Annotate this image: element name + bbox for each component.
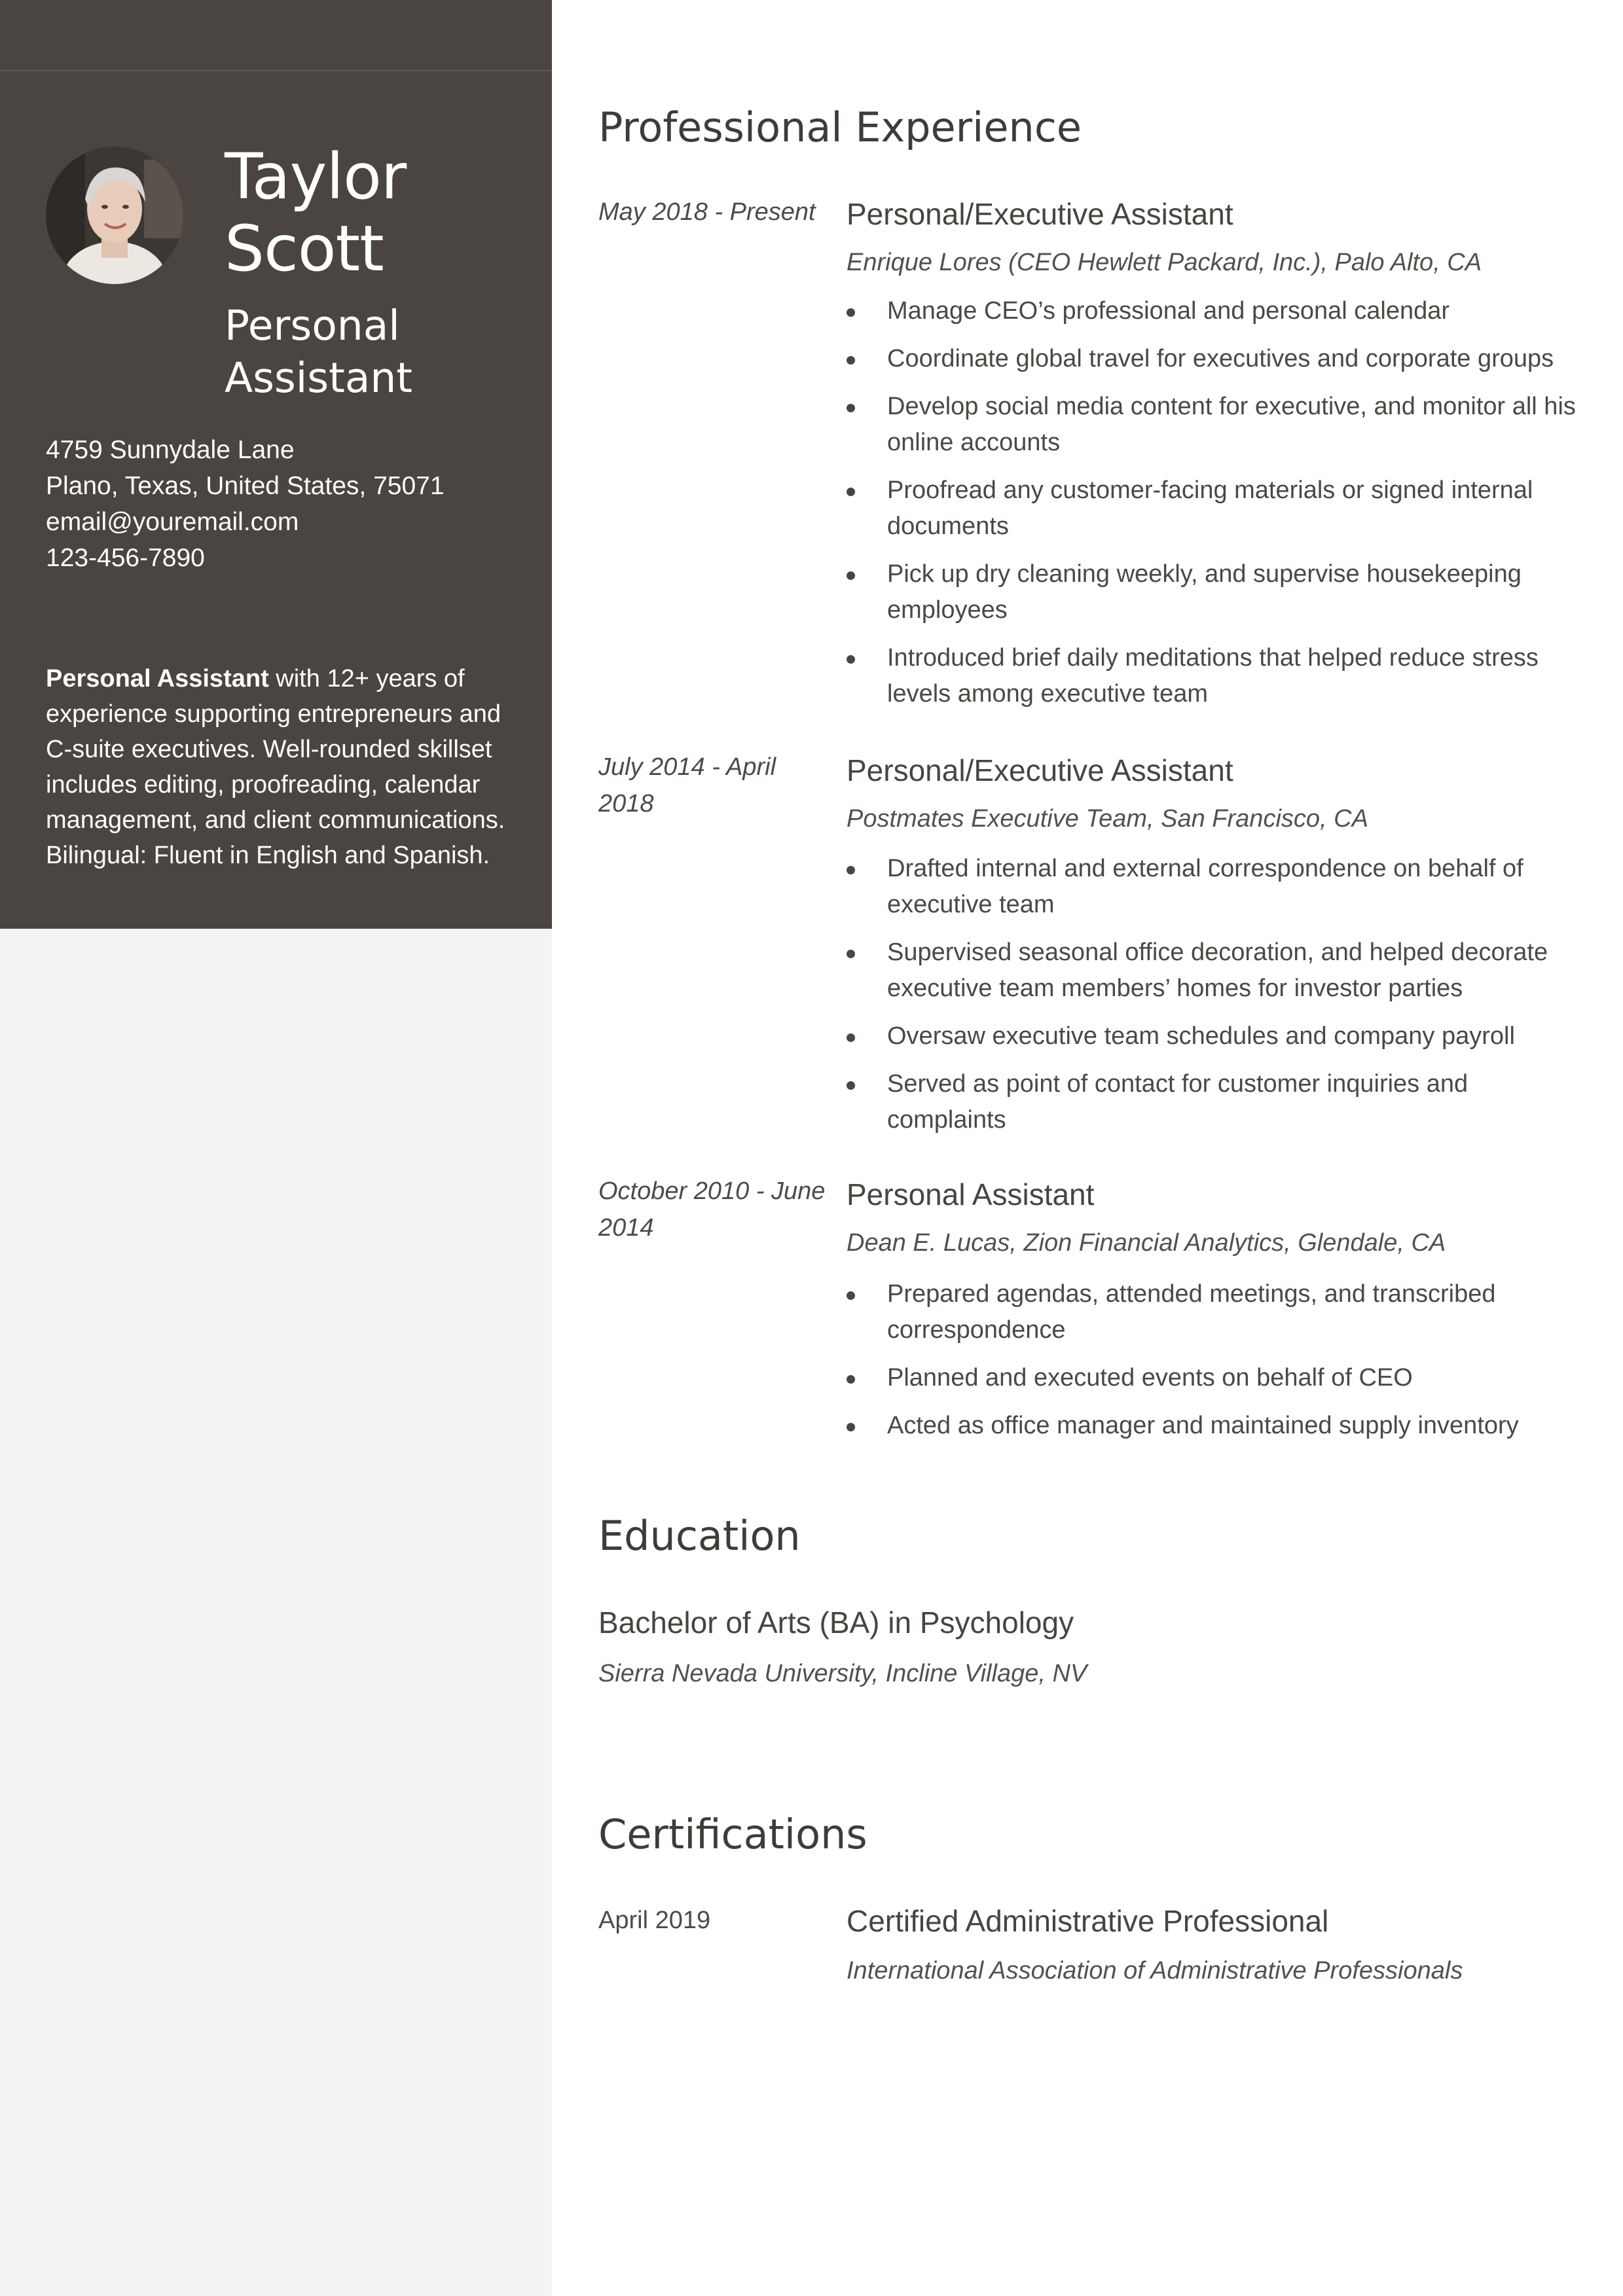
education-heading: Education bbox=[598, 1512, 801, 1560]
first-name: Taylor bbox=[225, 140, 407, 213]
job-1-bullets bbox=[847, 293, 1593, 724]
address-line-2: Plano, Texas, United States, 75071 bbox=[46, 472, 445, 500]
certification-name: Certified Administrative Professional bbox=[847, 1904, 1329, 1938]
certification-issuer: International Association of Administrative Professionals bbox=[847, 1957, 1463, 1984]
phone-number: 123-456-7890 bbox=[46, 544, 205, 572]
sidebar-divider bbox=[0, 70, 552, 71]
job-3-bullets bbox=[847, 1276, 1593, 1456]
list-item: Planned and executed events on behalf of CEO bbox=[847, 1360, 1593, 1396]
avatar bbox=[46, 147, 183, 284]
list-item: Proofread any customer-facing materials or signed internal documents bbox=[847, 473, 1593, 545]
job-2-role: Personal/Executive Assistant bbox=[847, 753, 1233, 787]
professional-summary bbox=[46, 661, 517, 873]
avatar-photo-icon bbox=[46, 147, 183, 284]
list-item: Introduced brief daily meditations that helped reduce stress levels among executive team bbox=[847, 640, 1593, 712]
job-1-dates: May 2018 - Present bbox=[598, 198, 816, 226]
list-item: Served as point of contact for customer inquiries and complaints bbox=[847, 1066, 1593, 1138]
job-title-line-1: Personal bbox=[225, 302, 400, 350]
education-degree: Bachelor of Arts (BA) in Psychology bbox=[598, 1605, 1074, 1640]
job-2-dates: July 2014 - April 2018 bbox=[598, 753, 776, 817]
list-item: Manage CEO’s professional and personal calendar bbox=[847, 293, 1593, 329]
experience-heading: Professional Experience bbox=[598, 103, 1082, 151]
list-item: Supervised seasonal office decoration, and helped decorate executive team members’ homes for investor parties bbox=[847, 935, 1593, 1007]
job-title-line-2: Assistant bbox=[225, 354, 413, 402]
email-link[interactable]: email@youremail.com bbox=[46, 508, 299, 536]
job-1-role: Personal/Executive Assistant bbox=[847, 197, 1233, 231]
job-2-org: Postmates Executive Team, San Francisco, CA bbox=[847, 805, 1368, 833]
list-item: Develop social media content for executive, and monitor all his online accounts bbox=[847, 389, 1593, 461]
education-school: Sierra Nevada University, Incline Village, NV bbox=[598, 1660, 1087, 1687]
job-3-dates: October 2010 - June 2014 bbox=[598, 1177, 826, 1242]
job-1-org: Enrique Lores (CEO Hewlett Packard, Inc.), Palo Alto, CA bbox=[847, 249, 1482, 276]
summary-lead: Personal Assistant bbox=[46, 665, 269, 692]
list-item: Acted as office manager and maintained supply inventory bbox=[847, 1408, 1593, 1444]
list-item: Pick up dry cleaning weekly, and supervise housekeeping employees bbox=[847, 556, 1593, 628]
certification-date: April 2019 bbox=[598, 1907, 711, 1934]
job-3-role: Personal Assistant bbox=[847, 1177, 1095, 1211]
job-2-bullets bbox=[847, 851, 1593, 1150]
list-item: Oversaw executive team schedules and company payroll bbox=[847, 1018, 1593, 1054]
summary-text: with 12+ years of experience supporting entrepreneurs and C-suite executives. Well-rounded skillset includes editing, proofreading, calendar management, and client communications. Bilingual: Fluent in English and Spanish. bbox=[46, 665, 505, 869]
last-name: Scott bbox=[225, 212, 384, 285]
job-3-org: Dean E. Lucas, Zion Financial Analytics, Glendale, CA bbox=[847, 1229, 1446, 1257]
certifications-heading: Certifications bbox=[598, 1810, 867, 1858]
candidate-name bbox=[225, 141, 539, 285]
list-item: Coordinate global travel for executives and corporate groups bbox=[847, 341, 1593, 377]
contact-info bbox=[46, 432, 530, 576]
list-item: Drafted internal and external correspondence on behalf of executive team bbox=[847, 851, 1593, 923]
address-line-1: 4759 Sunnydale Lane bbox=[46, 436, 295, 464]
list-item: Prepared agendas, attended meetings, and transcribed correspondence bbox=[847, 1276, 1593, 1348]
job-title bbox=[225, 300, 539, 404]
